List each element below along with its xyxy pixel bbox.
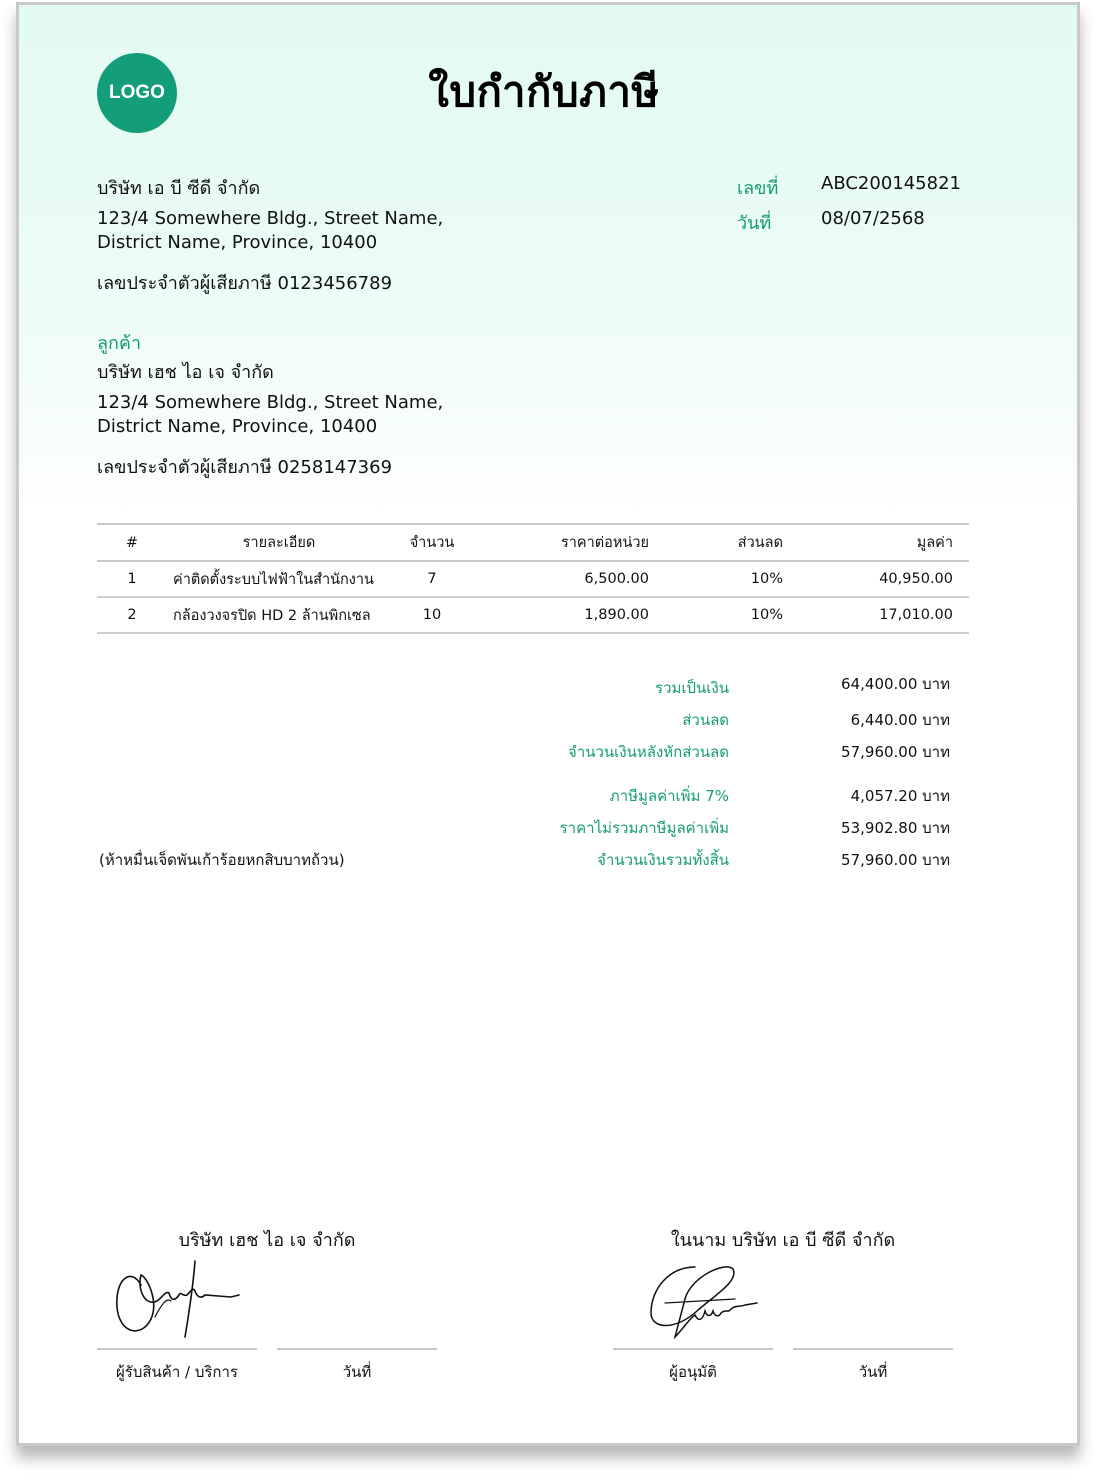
- discount-label: ส่วนลด: [682, 711, 729, 729]
- seller-address-line1: 123/4 Somewhere Bldg., Street Name,: [97, 208, 444, 229]
- customer-tax-id-label: เลขประจำตัวผู้เสียภาษี: [97, 457, 272, 478]
- seller-tax-id-label: เลขประจำตัวผู้เสียภาษี: [97, 273, 272, 294]
- cell-amount: 17,010.00: [789, 597, 969, 633]
- seller-address-line2: District Name, Province, 10400: [97, 232, 378, 253]
- customer-tax-id-row: [97, 452, 392, 481]
- col-header-unit-price: ราคาต่อหน่วย: [473, 524, 655, 561]
- cell-quantity: 7: [391, 561, 473, 597]
- doc-date-label: วันที่: [737, 213, 772, 234]
- document-title: ใบกำกับภาษี: [428, 67, 660, 116]
- right-signer-caption: ผู้อนุมัติ: [669, 1363, 717, 1381]
- pre-vat-label: ราคาไม่รวมภาษีมูลค่าเพิ่ม: [559, 819, 729, 837]
- logo-text: LOGO: [109, 82, 165, 103]
- right-date-caption: วันที่: [858, 1363, 888, 1381]
- doc-number-label: เลขที่: [737, 178, 779, 199]
- subtotal-label: รวมเป็นเงิน: [655, 679, 729, 697]
- invoice-sheet: [16, 2, 1080, 1446]
- col-header-quantity: จำนวน: [391, 524, 473, 561]
- table-row: [97, 561, 969, 597]
- table-row: [97, 597, 969, 633]
- left-date-line: [277, 1348, 437, 1350]
- right-signer-line: [613, 1348, 773, 1350]
- amount-in-words: (ห้าหมื่นเจ็ดพันเก้าร้อยหกสิบบาทถ้วน): [99, 851, 345, 869]
- col-header-description: รายละเอียด: [167, 524, 391, 561]
- subtotal-value: 64,400.00 บาท: [841, 675, 950, 693]
- doc-number: ABC200145821: [821, 173, 961, 194]
- grand-total-value: 57,960.00 บาท: [841, 851, 950, 869]
- right-date-line: [793, 1348, 953, 1350]
- vat-label: ภาษีมูลค่าเพิ่ม 7%: [609, 787, 729, 805]
- seller-name: บริษัท เอ บี ซีดี จำกัด: [97, 178, 261, 199]
- cell-quantity: 10: [391, 597, 473, 633]
- customer-address-line2: District Name, Province, 10400: [97, 416, 378, 437]
- doc-date: 08/07/2568: [821, 208, 925, 229]
- col-header-discount: ส่วนลด: [655, 524, 789, 561]
- cell-number: 1: [97, 561, 167, 597]
- cell-unit-price: 6,500.00: [473, 561, 655, 597]
- seller-tax-id-row: [97, 268, 392, 297]
- items-table: [97, 523, 969, 634]
- pre-vat-value: 53,902.80 บาท: [841, 819, 950, 837]
- discount-value: 6,440.00 บาท: [850, 711, 950, 729]
- customer-section-label: ลูกค้า: [97, 333, 142, 354]
- cell-description: ค่าติดตั้งระบบไฟฟ้าในสำนักงาน: [167, 561, 391, 597]
- left-signer-line: [97, 1348, 257, 1350]
- right-signature-image: [645, 1259, 765, 1343]
- vat-value: 4,057.20 บาท: [850, 787, 950, 805]
- customer-name: บริษัท เฮช ไอ เจ จำกัด: [97, 362, 274, 383]
- after-discount-value: 57,960.00 บาท: [841, 743, 950, 761]
- cell-description: กล้องวงจรปิด HD 2 ล้านพิกเซล: [167, 597, 391, 633]
- cell-number: 2: [97, 597, 167, 633]
- cell-amount: 40,950.00: [789, 561, 969, 597]
- company-logo: [97, 53, 177, 133]
- left-signer-caption: ผู้รับสินค้า / บริการ: [116, 1363, 238, 1381]
- left-date-caption: วันที่: [342, 1363, 372, 1381]
- cell-discount: 10%: [655, 561, 789, 597]
- right-signatory-company: ในนาม บริษัท เอ บี ซีดี จำกัด: [670, 1230, 896, 1251]
- customer-address-line1: 123/4 Somewhere Bldg., Street Name,: [97, 392, 444, 413]
- customer-tax-id: 0258147369: [277, 457, 393, 478]
- after-discount-label: จำนวนเงินหลังหักส่วนลด: [568, 743, 729, 761]
- table-header-row: [97, 524, 969, 561]
- grand-total-label: จำนวนเงินรวมทั้งสิ้น: [597, 851, 729, 869]
- left-signatory-company: บริษัท เฮช ไอ เจ จำกัด: [178, 1230, 356, 1251]
- cell-unit-price: 1,890.00: [473, 597, 655, 633]
- seller-tax-id: 0123456789: [277, 273, 393, 294]
- cell-discount: 10%: [655, 597, 789, 633]
- col-header-amount: มูลค่า: [789, 524, 969, 561]
- col-header-number: #: [97, 524, 167, 561]
- left-signature-image: [111, 1257, 251, 1341]
